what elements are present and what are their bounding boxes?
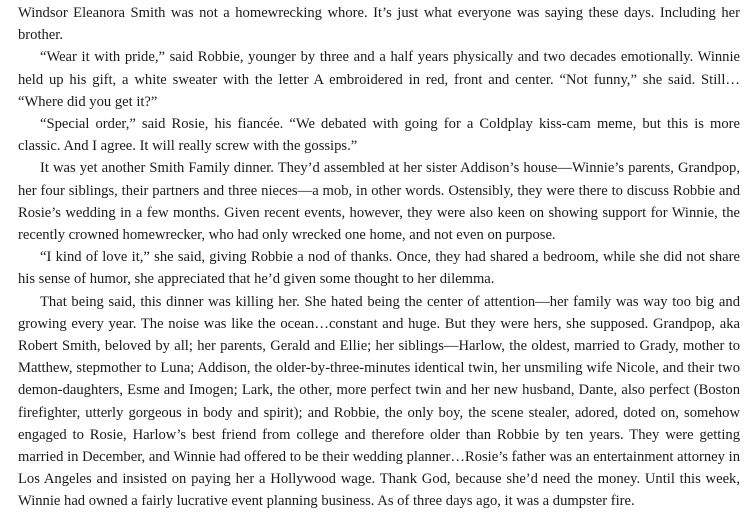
paragraph-4: It was yet another Smith Family dinner. They’d assembled at her sister Addison’s house—Winnie’s parents, Grandpop, her four siblings, their partners and three nieces—a mob, in other words. Ostensibly, they were there to discuss Robbie and Rosie’s wedding in a few months. Given recent events, however, they were also keen on showing support for Winnie, the recently crowned homewrecker, who had only wrecked one home, and not even on purpose. <box>18 160 740 244</box>
paragraph-3: “Special order,” said Rosie, his fiancée. “We debated with going for a Coldplay kiss-cam meme, but this is more classic. And I agree. It will really screw with the gossips.” <box>18 116 740 155</box>
paragraph-6: That being said, this dinner was killing her. She hated being the center of attention—her family was way too big and growing every year. The noise was like the ocean…constant and huge. But they were hers, she supposed. Grandpop, aka Robert Smith, beloved by all; her parents, Gerald and Ellie; her siblings—Harlow, the oldest, married to Grady, mother to Matthew, stepmother to Luna; Addison, the older-by-three-minutes identical twin, her unsmiling wife Nicole, and their two demon-daughters, Esme and Imogen; Lark, the other, more perfect twin and her new husband, Dante, also perfect (Boston firefighter, utterly gorgeous in body and spirit); and Robbie, the only boy, the scene stealer, adored, doted on, somehow engaged to Rosie, Harlow’s best friend from college and therefore older than Robbie by ten years. They were getting married in December, and Winnie had offered to be their wedding planner…Rosie’s father was an entertainment attorney in Los Angeles and insisted on paying her a Hollywood wage. Thank God, because she’d need the money. Until this week, Winnie had owned a fairly lucrative event planning business. As of three days ago, it was a dumpster fire. <box>18 293 740 510</box>
paragraph-5: “I kind of love it,” she said, giving Robbie a nod of thanks. Once, they had shared a bedroom, while she did not share his sense of humor, she appreciated that he’d given some thought to her dilemma. <box>18 249 740 288</box>
paragraph-2: “Wear it with pride,” said Robbie, younger by three and a half years physically and two decades emotionally. Winnie held up his gift, a white sweater with the letter A embroidered in red, front and center. “Not funny,” she said. Still… “Where did you get it?” <box>18 49 740 110</box>
paragraph-1: Windsor Eleanora Smith was not a homewrecking whore. It’s just what everyone was saying these days. Including her brother. <box>18 5 740 44</box>
